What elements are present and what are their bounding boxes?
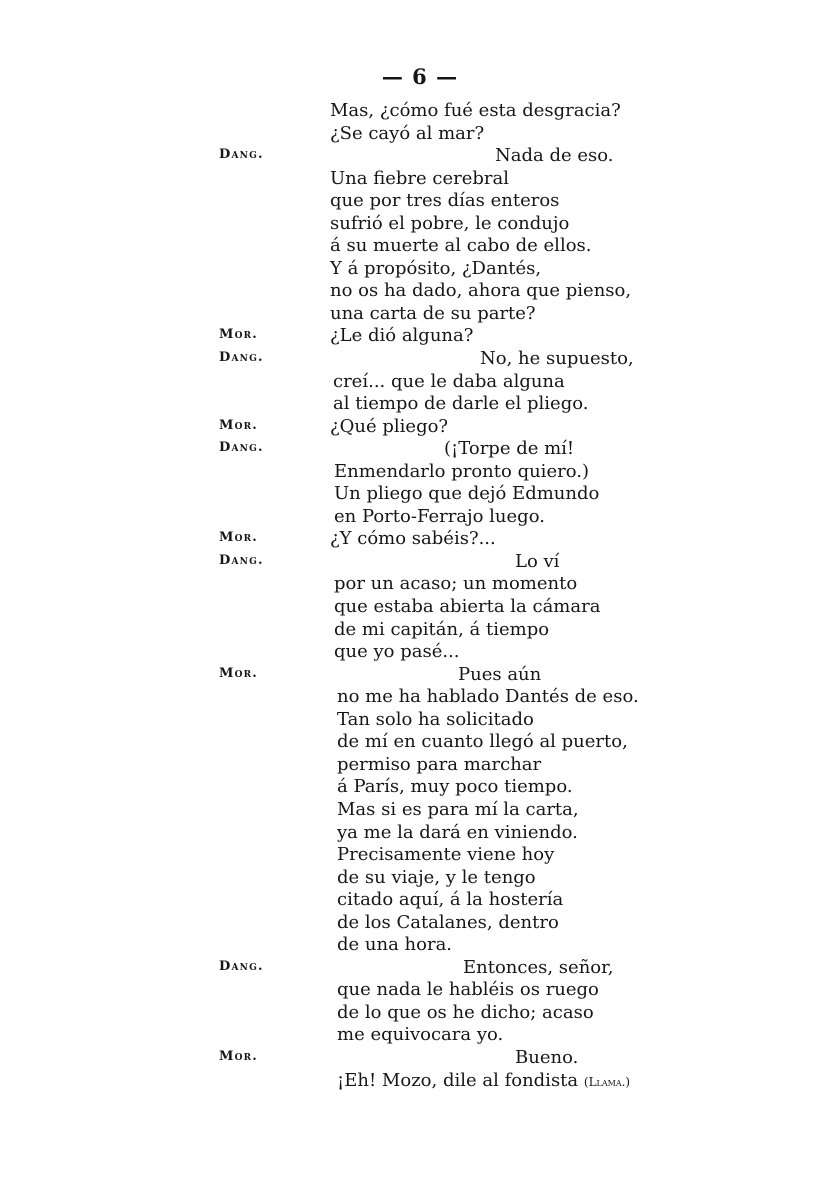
dialogue-line bbox=[0, 709, 840, 732]
verse-text: que nada le habléis os ruego bbox=[337, 979, 599, 1001]
verse-text: me equivocara yo. bbox=[337, 1024, 504, 1046]
speaker-label: Mor. bbox=[219, 1048, 259, 1064]
speaker-label: Dang. bbox=[219, 440, 264, 456]
verse-text: ¡Eh! Mozo, dile al fondista (Llama.) bbox=[337, 1069, 631, 1091]
play-dialogue bbox=[0, 100, 840, 1092]
verse-text: no os ha dado, ahora que pienso, bbox=[330, 280, 632, 302]
dialogue-line bbox=[0, 416, 840, 439]
verse-text: ¿Le dió alguna? bbox=[330, 325, 474, 347]
dialogue-line bbox=[0, 1024, 840, 1047]
dialogue-line bbox=[0, 912, 840, 935]
dialogue-line bbox=[0, 280, 840, 303]
verse-text: de mí en cuanto llegó al puerto, bbox=[337, 731, 628, 753]
dialogue-line bbox=[0, 573, 840, 596]
verse-text: de los Catalanes, dentro bbox=[337, 911, 559, 933]
speaker-label: Mor. bbox=[219, 327, 259, 343]
dialogue-line bbox=[0, 889, 840, 912]
dialogue-line bbox=[0, 506, 840, 529]
dialogue-line bbox=[0, 1047, 840, 1070]
dialogue-line bbox=[0, 168, 840, 191]
verse-text: de lo que os he dicho; acaso bbox=[337, 1001, 594, 1023]
verse-text: que estaba abierta la cámara bbox=[334, 596, 601, 618]
verse-text: permiso para marchar bbox=[337, 753, 542, 775]
dialogue-line bbox=[0, 461, 840, 484]
verse-text: ¿Y cómo sabéis?... bbox=[330, 528, 496, 550]
verse-text: de mi capitán, á tiempo bbox=[334, 618, 550, 640]
dialogue-line bbox=[0, 551, 840, 574]
dialogue-line bbox=[0, 528, 840, 551]
verse-text: Una fiebre cerebral bbox=[330, 167, 509, 189]
dialogue-line bbox=[0, 303, 840, 326]
verse-text: á su muerte al cabo de ellos. bbox=[330, 235, 592, 257]
dialogue-line bbox=[0, 776, 840, 799]
verse-text: Un pliego que dejó Edmundo bbox=[334, 483, 600, 505]
verse-text: creí... que le daba alguna bbox=[333, 370, 565, 392]
dialogue-line bbox=[0, 190, 840, 213]
verse-text: Pues aún bbox=[458, 663, 542, 685]
verse-text: por un acaso; un momento bbox=[334, 573, 578, 595]
speaker-label: Dang. bbox=[219, 147, 264, 163]
dialogue-line bbox=[0, 979, 840, 1002]
dialogue-line bbox=[0, 1070, 840, 1093]
dialogue-line bbox=[0, 213, 840, 236]
dialogue-line bbox=[0, 258, 840, 281]
verse-text: Mas si es para mí la carta, bbox=[337, 798, 579, 820]
dialogue-line bbox=[0, 596, 840, 619]
dialogue-line bbox=[0, 799, 840, 822]
verse-text: Tan solo ha solicitado bbox=[337, 708, 534, 730]
verse-text: Mas, ¿cómo fué esta desgracia? bbox=[330, 100, 621, 121]
dialogue-line bbox=[0, 822, 840, 845]
verse-text: de una hora. bbox=[337, 934, 453, 956]
dialogue-line bbox=[0, 483, 840, 506]
verse-text: no me ha hablado Dantés de eso. bbox=[337, 686, 639, 708]
speaker-label: Mor. bbox=[219, 530, 259, 546]
verse-text: de su viaje, y le tengo bbox=[337, 866, 536, 888]
verse-text: á París, muy poco tiempo. bbox=[337, 776, 573, 798]
verse-text: Enmendarlo pronto quiero.) bbox=[334, 460, 589, 482]
page-number: — 6 — bbox=[381, 64, 459, 89]
verse-text: que yo pasé... bbox=[334, 641, 460, 663]
verse-text: en Porto-Ferrajo luego. bbox=[334, 505, 545, 527]
speaker-label: Mor. bbox=[219, 665, 259, 681]
dialogue-line bbox=[0, 393, 840, 416]
dialogue-line bbox=[0, 235, 840, 258]
dialogue-line bbox=[0, 731, 840, 754]
verse-text: que por tres días enteros bbox=[330, 190, 560, 212]
dialogue-line bbox=[0, 348, 840, 371]
dialogue-line bbox=[0, 934, 840, 957]
dialogue-line bbox=[0, 641, 840, 664]
verse-text: Nada de eso. bbox=[495, 145, 614, 167]
dialogue-line bbox=[0, 867, 840, 890]
verse-text: sufrió el pobre, le condujo bbox=[330, 212, 570, 234]
dialogue-line bbox=[0, 371, 840, 394]
dialogue-line bbox=[0, 619, 840, 642]
dialogue-line bbox=[0, 123, 840, 146]
dialogue-line bbox=[0, 145, 840, 168]
dialogue-line bbox=[0, 957, 840, 980]
verse-text: una carta de su parte? bbox=[330, 302, 536, 324]
dialogue-line bbox=[0, 438, 840, 461]
speaker-label: Mor. bbox=[219, 417, 259, 433]
speaker-label: Dang. bbox=[219, 552, 264, 568]
verse-text: ¿Qué pliego? bbox=[330, 415, 449, 437]
verse-text: ¿Se cayó al mar? bbox=[330, 122, 485, 144]
verse-text: No, he supuesto, bbox=[480, 348, 634, 370]
dialogue-line bbox=[0, 1002, 840, 1025]
verse-text: citado aquí, á la hostería bbox=[337, 889, 564, 911]
verse-text: Entonces, señor, bbox=[463, 956, 614, 978]
dialogue-line bbox=[0, 686, 840, 709]
dialogue-line bbox=[0, 844, 840, 867]
verse-text: al tiempo de darle el pliego. bbox=[333, 393, 589, 415]
verse-text: ya me la dará en viniendo. bbox=[337, 821, 578, 843]
verse-text: Y á propósito, ¿Dantés, bbox=[330, 257, 542, 279]
verse-text: Bueno. bbox=[515, 1046, 579, 1068]
verse-text: (¡Torpe de mí! bbox=[444, 438, 575, 460]
dialogue-line bbox=[0, 664, 840, 687]
speaker-label: Dang. bbox=[219, 958, 264, 974]
verse-text: Lo ví bbox=[515, 550, 560, 572]
speaker-label: Dang. bbox=[219, 350, 264, 366]
stage-direction: (Llama.) bbox=[583, 1074, 631, 1089]
verse-text: Precisamente viene hoy bbox=[337, 844, 555, 866]
dialogue-line bbox=[0, 754, 840, 777]
dialogue-line bbox=[0, 100, 840, 123]
dialogue-line bbox=[0, 325, 840, 348]
